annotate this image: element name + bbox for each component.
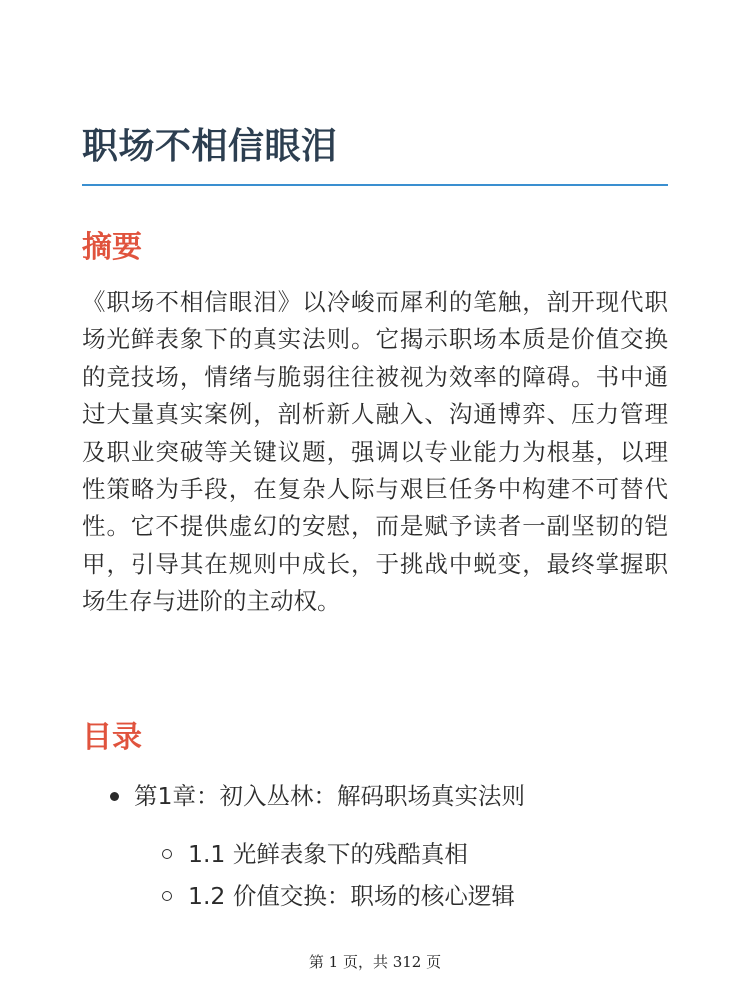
book-title: 职场不相信眼泪: [82, 126, 338, 167]
hollow-circle-bullet-icon: [162, 849, 172, 859]
page-footer: 第 1 页，共 312 页: [308, 953, 442, 971]
abstract-text: 《职场不相信眼泪》以冷峻而犀利的笔触，剖开现代职场光鲜表象下的真实法则。它揭示职场本质是价值交换的竞技场，情绪与脆弱往往被视为效率的障碍。书中通过大量真实案例，剖析新人融入、沟通博弈、压力管理及职业突破等关键议题，强调以专业能力为根基，以理性策略为手段，在复杂人际与艰巨任务中构建不可替代性。它不提供虚幻的安慰，而是赋予读者一副坚韧的铠甲，引导其在规则中成长，于挑战中蜕变，最终掌握职场生存与进阶的主动权。: [82, 288, 668, 616]
hollow-circle-bullet-icon: [162, 891, 172, 901]
toc-heading: 目录: [82, 720, 142, 755]
toc-chapter-label: 第1章：初入丛林：解码职场真实法则: [134, 782, 525, 810]
toc-section-label: 1.2 价值交换：职场的核心逻辑: [188, 882, 515, 910]
title-divider: [82, 184, 668, 186]
toc-section-label: 1.1 光鲜表象下的残酷真相: [188, 840, 468, 868]
filled-disc-bullet-icon: [110, 792, 119, 801]
abstract-heading: 摘要: [82, 230, 142, 265]
